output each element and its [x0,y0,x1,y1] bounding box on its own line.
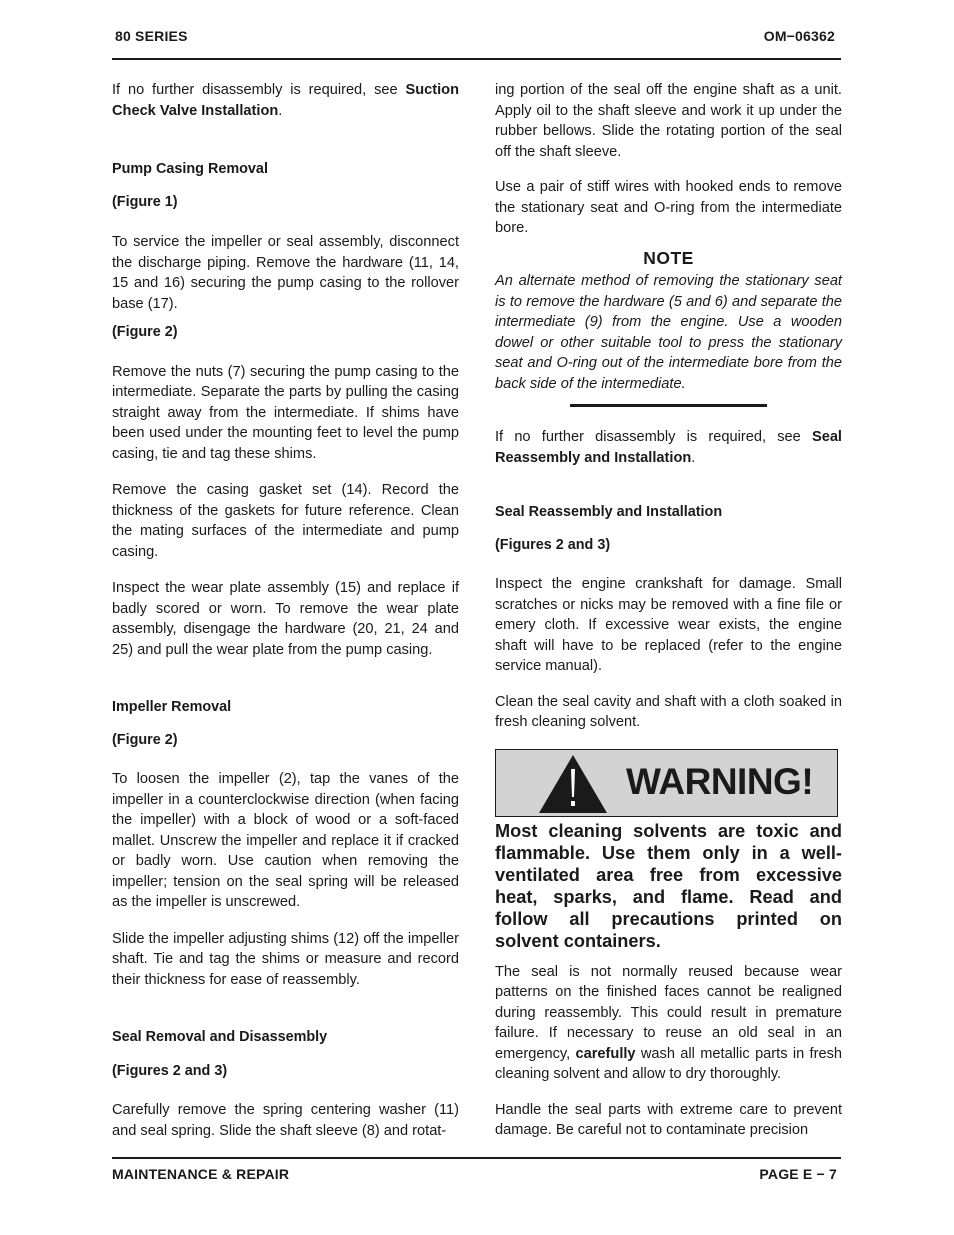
warning-banner [495,749,838,817]
paragraph: Inspect the wear plate assembly (15) and replace if badly scored or worn. To remove the wear plate assembly, disengage the hardware (20, 21, 24 and 25) and pull the wear plate from the pump casing. [112,580,459,658]
note-rule [570,404,767,407]
text: wash all metallic parts in fresh cleaning solvent and allow to dry thoroughly. [495,1045,842,1082]
note-title: NOTE [643,247,694,268]
link-suction-check-valve: Suction Check Valve Installation [112,82,459,119]
seal-reuse-paragraph [495,962,842,1085]
text: . [691,449,696,466]
paragraph: To service the impeller or seal assembly, disconnect the discharge piping. Remove the hardware (11, 14, 15 and 16) securing the pump casing to the rollover base (17). [112,234,459,312]
warning-message: Most cleaning solvents are toxic and flammable. Use them only in a well-ventilated area free from excessive heat, sparks, and flame. Read and follow all precautions printed on solvent containers. [495,820,842,951]
heading-pump-casing-removal: Pump Casing Removal [112,161,268,177]
emphasis: carefully [575,1045,636,1062]
header-rule [112,58,841,60]
seal-reassembly-paragraph [495,427,842,468]
paragraph: To loosen the impeller (2), tap the vanes of the impeller in a counterclockwise direction (when facing the impeller) with a block of wood or a soft-faced mallet. Unscrew the impeller and replace it if cracked or badly worn. Use caution when removing the impeller; tension on the seal spring will be released as the impeller is unscrewed. [112,771,459,910]
text: If no further disassembly is required, see [495,429,812,445]
figure-ref: (Figure 2) [112,731,178,748]
footer-section: MAINTENANCE & REPAIR [112,1166,290,1182]
header-doc-number: OM−06362 [763,28,835,44]
text: If no further disassembly is required, see [112,82,406,98]
footer-rule [112,1157,841,1159]
left-column [112,80,459,1141]
text: . [278,102,283,119]
figure-ref: (Figure 2) [112,324,178,340]
link-seal-reassembly: Seal Reassembly and Installation [495,429,842,466]
footer-page-number: PAGE E − 7 [759,1166,837,1182]
figure-ref: (Figure 1) [112,193,178,210]
paragraph: Clean the seal cavity and shaft with a cloth soaked in fresh cleaning solvent. [495,693,842,730]
paragraph: Slide the impeller adjusting shims (12) off the impeller shaft. Tie and tag the shims or measure and record their thickness for ease of reassembly. [112,930,459,988]
heading-impeller-removal: Impeller Removal [112,699,232,715]
right-column [495,80,842,1141]
warning-triangle-icon [537,753,609,815]
header-series: 80 SERIES [115,28,188,44]
warning-label: WARNING! [626,760,814,802]
heading-seal-reassembly: Seal Reassembly and Installation [495,504,723,520]
heading-seal-removal: Seal Removal and Disassembly [112,1029,328,1045]
suction-check-paragraph [112,80,459,121]
paragraph: Carefully remove the spring centering washer (11) and seal spring. Slide the shaft sleeve (8) and rotat- [112,1102,459,1139]
paragraph: Remove the casing gasket set (14). Record the thickness of the gaskets for future reference. Clean the mating surfaces of the intermediate and pump casing. [112,482,459,560]
text: The seal is not normally reused because wear patterns on the finished faces cannot be realigned during reassembly. This could result in premature failure. If necessary to reuse an old seal in an emergency, [495,963,842,1062]
figure-ref: (Figures 2 and 3) [495,536,611,553]
figure-ref: (Figures 2 and 3) [112,1062,228,1079]
paragraph: Handle the seal parts with extreme care to prevent damage. Be careful not to contaminate precision [495,1101,842,1138]
paragraph: ing portion of the seal off the engine shaft as a unit. Apply oil to the shaft sleeve and work it up under the rubber bellows. Slide the rotating portion of the seal off the shaft sleeve. [495,82,842,160]
paragraph: Use a pair of stiff wires with hooked ends to remove the stationary seat and O-ring from the intermediate bore. [495,179,842,236]
note-body: An alternate method of removing the stationary seat is to remove the hardware (5 and 6) and separate the intermediate (9) from the engine. Use a wooden dowel or other suitable tool to press the stationary seat and O-ring out of the intermediate bore from the back side of the intermediate. [495,273,842,392]
paragraph: Inspect the engine crankshaft for damage. Small scratches or nicks may be removed with a fine file or emery cloth. If excessive wear exists, the engine shaft will have to be replaced (refer to the engine service manual). [495,576,842,674]
paragraph: Remove the nuts (7) securing the pump casing to the intermediate. Separate the parts by pulling the casing straight away from the intermediate. If shims have been used under the mounting feet to level the pump casing, tie and tag these shims. [112,363,459,462]
